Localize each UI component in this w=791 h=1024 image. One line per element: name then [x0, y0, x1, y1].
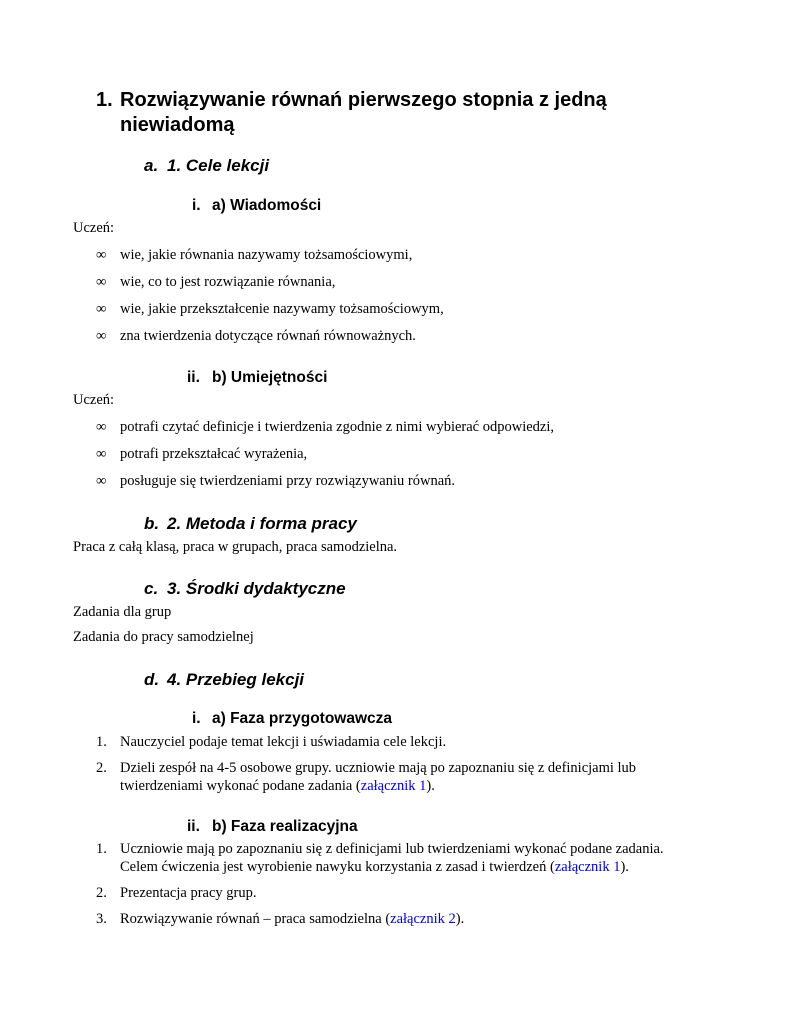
list-item: wie, jakie przekształcenie nazywamy tożsamościowym, — [120, 301, 444, 317]
section-marker-d: d. — [144, 670, 160, 689]
subsection-marker: i. — [192, 197, 201, 214]
bullet-icon: ∞ — [96, 328, 107, 344]
list-number: 1. — [96, 734, 107, 750]
bullet-icon: ∞ — [96, 274, 107, 290]
attachment-link[interactable]: załącznik 2 — [390, 911, 456, 927]
list-item: Dzieli zespół na 4-5 osobowe grupy. uczniowie mają po zapoznaniu się z definicjami lub — [120, 760, 637, 776]
subsection-marker: ii. — [187, 818, 200, 835]
list-item-text: ). — [620, 859, 629, 875]
intro-text: Uczeń: — [73, 392, 115, 408]
page-title-line2: niewiadomą — [120, 114, 235, 136]
attachment-link[interactable]: załącznik 1 — [360, 778, 427, 794]
list-item: potrafi przekształcać wyrażenia, — [120, 446, 308, 462]
section-heading-metoda: 2. Metoda i forma pracy — [167, 514, 357, 533]
subsection-heading-wiadomosci: a) Wiadomości — [212, 197, 322, 214]
list-item-text: twierdzeniami wykonać podane zadania ( — [120, 778, 361, 794]
section-marker-b: b. — [144, 514, 160, 533]
list-number: 2. — [96, 885, 107, 901]
bullet-icon: ∞ — [96, 473, 107, 489]
title-number: 1. — [96, 89, 113, 111]
attachment-link[interactable]: załącznik 1 — [554, 859, 621, 875]
list-item: wie, co to jest rozwiązanie równania, — [120, 274, 336, 290]
subsection-heading-przygotowawcza: a) Faza przygotowawcza — [212, 710, 393, 727]
list-item — [120, 910, 464, 928]
section-heading-cele: 1. Cele lekcji — [167, 156, 270, 175]
list-number: 2. — [96, 760, 107, 776]
bullet-icon: ∞ — [96, 301, 107, 317]
list-item: posługuje się twierdzeniami przy rozwiązywaniu równań. — [120, 473, 456, 489]
list-item-text: ). — [455, 911, 465, 927]
section-marker-c: c. — [144, 579, 159, 598]
list-item-text: ). — [426, 778, 435, 794]
list-item: wie, jakie równania nazywamy tożsamościowymi, — [120, 247, 413, 263]
subsection-heading-umiejetnosci: b) Umiejętności — [212, 369, 328, 386]
bullet-icon: ∞ — [96, 419, 107, 435]
section-heading-przebieg: 4. Przebieg lekcji — [167, 670, 305, 689]
paragraph: Zadania dla grup — [73, 604, 172, 620]
list-item-text: Celem ćwiczenia jest wyrobienie nawyku korzystania z zasad i twierdzeń ( — [120, 859, 555, 875]
page-title-line1: Rozwiązywanie równań pierwszego stopnia z jedną — [120, 89, 607, 111]
section-heading-srodki: 3. Środki dydaktyczne — [167, 579, 346, 598]
subsection-marker: i. — [192, 710, 201, 727]
list-item: zna twierdzenia dotyczące równań równoważnych. — [120, 328, 416, 344]
paragraph: Zadania do pracy samodzielnej — [73, 629, 254, 645]
subsection-marker: ii. — [187, 369, 200, 386]
list-item-text: Rozwiązywanie równań – praca samodzielna ( — [120, 911, 391, 927]
list-item-continuation — [120, 858, 629, 876]
section-marker-a: a. — [144, 156, 159, 175]
list-number: 3. — [96, 911, 107, 927]
bullet-icon: ∞ — [96, 446, 107, 462]
list-item: Nauczyciel podaje temat lekcji i uświadamia cele lekcji. — [120, 734, 447, 750]
list-number: 1. — [96, 841, 107, 857]
list-item: Uczniowie mają po zapoznaniu się z definicjami lub twierdzeniami wykonać podane zadania. — [120, 841, 664, 857]
list-item: potrafi czytać definicje i twierdzenia zgodnie z nimi wybierać odpowiedzi, — [120, 419, 555, 435]
bullet-icon: ∞ — [96, 247, 107, 263]
list-item-continuation — [120, 777, 435, 795]
intro-text: Uczeń: — [73, 220, 115, 236]
list-item: Prezentacja pracy grup. — [120, 885, 257, 901]
subsection-heading-realizacyjna: b) Faza realizacyjna — [212, 818, 358, 835]
paragraph: Praca z całą klasą, praca w grupach, praca samodzielna. — [73, 539, 398, 555]
